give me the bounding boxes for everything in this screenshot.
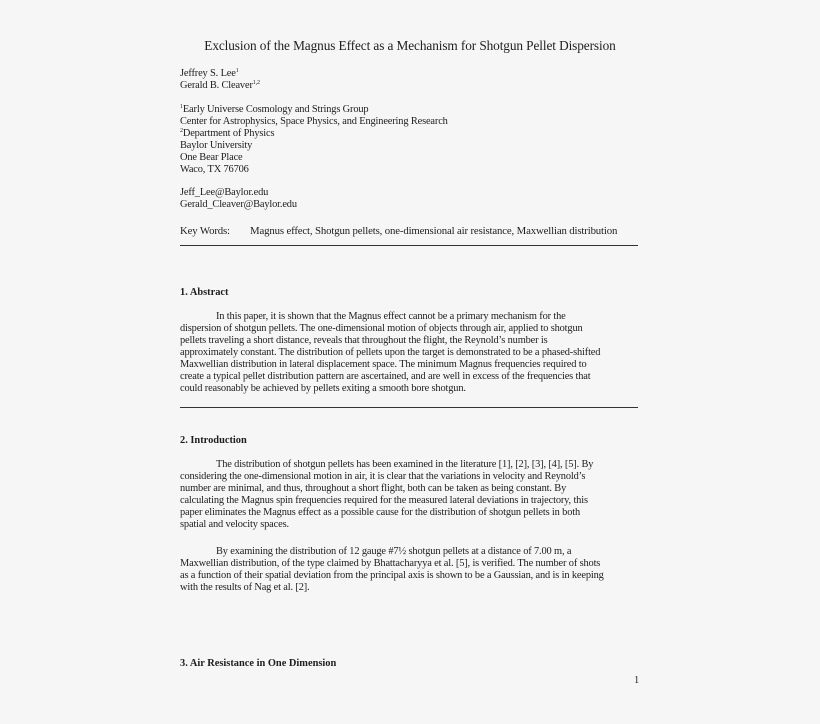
page-number: 1 [634, 675, 640, 686]
introduction-paragraph-2: By examining the distribution of 12 gauge #7½ shotgun pellets at a distance of 7.00 m, a Maxwellian distribution, of the type claimed by Bhattacharyya et al. [5], is verified. The number of shots as a function of their spatial deviation from the principal axis is shown to be a Gaussian, and is in keeping with the results of Nag et al. [2]. [180, 546, 604, 593]
author-1: Jeffrey S. Lee$^1$ [180, 68, 239, 79]
introduction-paragraph-1: The distribution of shotgun pellets has been examined in the literature [1], [2], [3], [4], [5]. By considering the one-dimensional motion in air, it is clear that the variations in velocity and Reynold’s number are minimal, and thus, throughout a short flight, both can be taken as being constant. By calculating the Magnus spin frequencies required for the measured lateral deviations in trajectory, this paper eliminates the Magnus effect as a possible cause for the distribution of shotgun pellets in both spatial and velocity spaces. [180, 459, 594, 530]
email-2: Gerald_Cleaver@Baylor.edu [180, 199, 297, 210]
email-block [180, 187, 297, 211]
abstract-body: In this paper, it is shown that the Magnus effect cannot be a primary mechanism for the dispersion of shotgun pellets. The one-dimensional motion of objects through air, applied to shotgun pellets traveling a short distance, reveals that throughout the flight, the Reynold’s number is approximately constant. The distribution of pellets upon the target is demonstrated to be a phased-shifted Maxwellian distribution in lateral displacement space. The minimum Magnus frequencies required to create a typical pellet distribution pattern are ascertained, and are well in excess of the frequencies that could reasonably be achieved by pellets exiting a smooth bore shotgun. [180, 311, 601, 394]
affiliation-line: Baylor University [180, 140, 253, 151]
author-2: Gerald B. Cleaver$^{1,2}$ [180, 80, 260, 91]
keywords-text: Magnus effect, Shotgun pellets, one-dimensional air resistance, Maxwellian distribution [250, 225, 618, 237]
author-list [180, 68, 260, 92]
affiliation-line: Center for Astrophysics, Space Physics, and Engineering Research [180, 116, 448, 127]
abstract-heading: 1. Abstract [180, 287, 229, 298]
affiliation-line: $^1$Early Universe Cosmology and Strings Group [180, 104, 369, 115]
section-3-heading: 3. Air Resistance in One Dimension [180, 658, 337, 669]
keywords-label: Key Words: [180, 225, 230, 237]
affiliation-line: One Bear Place [180, 152, 243, 163]
keywords [180, 225, 617, 237]
divider [180, 245, 638, 246]
email-1: Jeff_Lee@Baylor.edu [180, 187, 269, 198]
affiliation-line: $^2$Department of Physics [180, 128, 275, 139]
introduction-heading: 2. Introduction [180, 435, 247, 446]
affiliation-line: Waco, TX 76706 [180, 164, 249, 175]
paper-title: Exclusion of the Magnus Effect as a Mechanism for Shotgun Pellet Dispersion [204, 38, 616, 53]
divider [180, 407, 638, 408]
affiliation-block [180, 104, 448, 176]
